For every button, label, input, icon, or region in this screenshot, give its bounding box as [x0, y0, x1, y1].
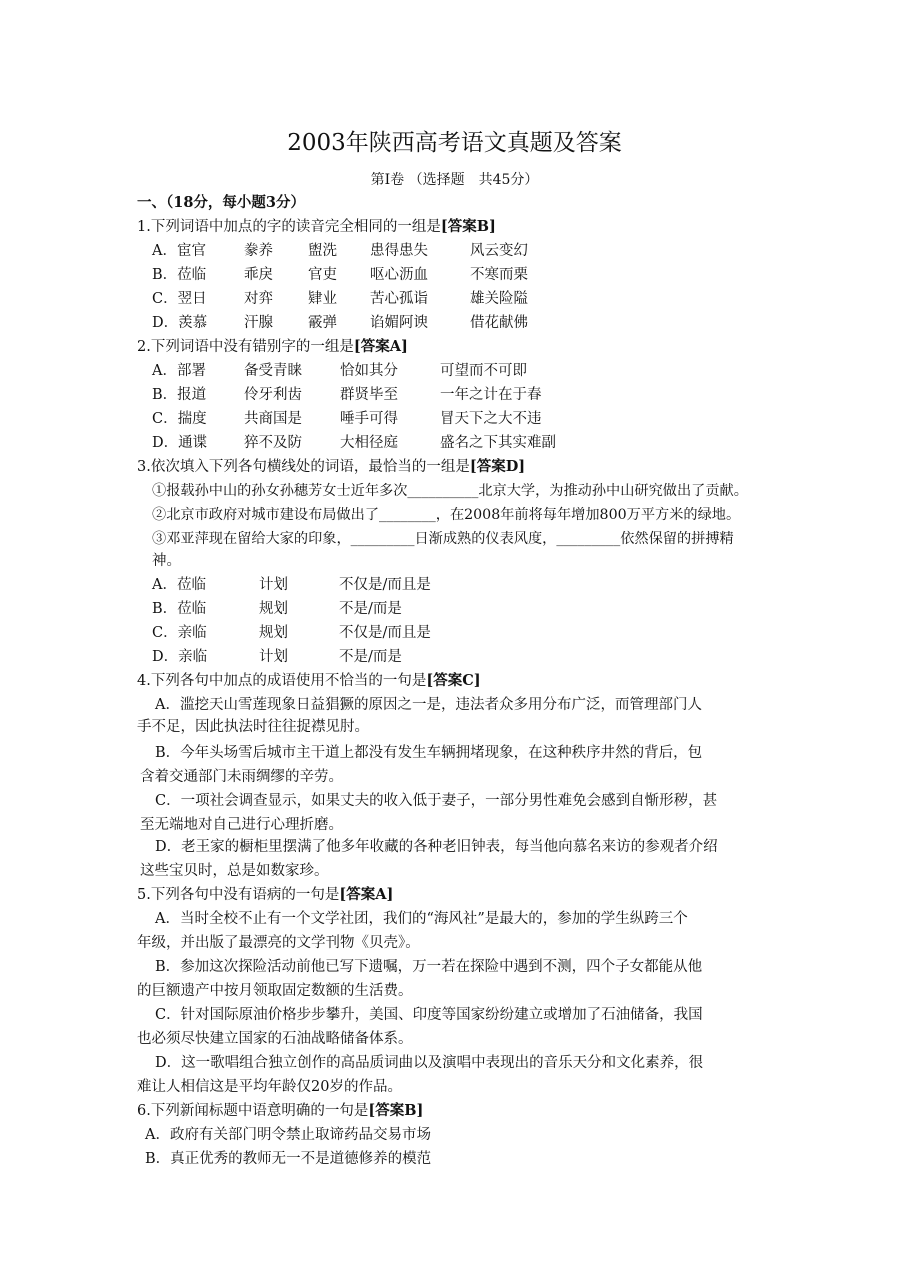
question-3-option-b: B．莅临 规划 不是/而是: [152, 601, 402, 617]
question-1-stem: 1.下列词语中加点的字的读音完全相同的一组是[答案B]: [137, 218, 496, 235]
question-3-option-c: C．亲临 规划 不仅是/而且是: [152, 625, 431, 641]
section-heading: 一、（18分，每小题3分）: [137, 194, 306, 211]
question-5-option-d-cont: 难让人相信这是平均年龄仅20岁的作品。: [137, 1079, 402, 1095]
question-3-stem: 3.依次填入下列各句横线处的词语，最恰当的一组是[答案D]: [137, 458, 526, 475]
question-4-option-b: B．今年头场雪后城市主干道上都没有发生车辆拥堵现象，在这种秩序井然的背后，包: [155, 745, 703, 761]
question-5-stem: 5.下列各句中没有语病的一句是[答案A]: [137, 886, 394, 903]
question-5-option-b-cont: 的巨额遗产中按月领取固定数额的生活费。: [137, 983, 413, 999]
question-2-option-c: C．揣度 共商国是 唾手可得 冒天下之大不违: [152, 411, 542, 427]
question-5-option-b: B．参加这次探险活动前他已写下遗嘱，万一若在探险中遇到不测，四个子女都能从他: [155, 959, 703, 975]
section-subtitle: 第Ⅰ卷 （选择题 共45分）: [370, 172, 539, 188]
question-2-stem: 2.下列词语中没有错别字的一组是[答案A]: [137, 338, 408, 355]
question-4-option-b-cont: 含着交通部门未雨绸缪的辛劳。: [140, 769, 343, 785]
question-3-option-a: A．莅临 计划 不仅是/而且是: [152, 577, 431, 593]
question-1-option-a: A．宦官 豢养 盥洗 患得患失 风云变幻: [152, 243, 528, 259]
question-3-sentence-2: ②北京市政府对城市建设布局做出了________，在2008年前将每年增加800万平方米的绿地。: [152, 507, 741, 523]
answer-label: [答案B]: [440, 218, 496, 235]
question-4-option-a: A．滥挖天山雪莲现象日益猖獗的原因之一是，违法者众多用分布广泛，而管理部门人: [155, 697, 702, 713]
question-5-option-c-cont: 也必须尽快建立国家的石油战略储备体系。: [137, 1031, 413, 1047]
question-4-option-d-cont: 这些宝贝时，总是如数家珍。: [140, 863, 329, 879]
question-6-option-b: B．真正优秀的教师无一不是道德修养的模范: [145, 1151, 432, 1167]
answer-label: [答案B]: [368, 1102, 424, 1119]
question-1-option-c: C．翌日 对弈 肄业 苦心孤诣 雄关险隘: [152, 291, 528, 307]
question-6-stem: 6.下列新闻标题中语意明确的一句是[答案B]: [137, 1102, 424, 1119]
question-5-option-d: D．这一歌唱组合独立创作的高品质词曲以及演唱中表现出的音乐天分和文化素养，很: [155, 1055, 704, 1071]
question-4-option-c: C．一项社会调查显示，如果丈夫的收入低于妻子，一部分男性难免会感到自惭形秽，甚: [155, 793, 718, 809]
question-6-option-a: A．政府有关部门明令禁止取谛药品交易市场: [145, 1127, 431, 1143]
question-5-option-a: A．当时全校不止有一个文学社团，我们的“海风社”是最大的，参加的学生纵跨三个: [155, 911, 688, 927]
question-5-option-c: C．针对国际原油价格步步攀升，美国、印度等国家纷纷建立或增加了石油储备，我国: [155, 1007, 703, 1023]
question-3-option-d: D．亲临 计划 不是/而是: [152, 649, 402, 665]
question-2-option-d: D．通谍 猝不及防 大相径庭 盛名之下其实难副: [152, 435, 556, 451]
question-5-option-a-cont: 年级，并出版了最漂亮的文学刊物《贝壳》。: [137, 935, 420, 951]
question-3-sentence-3-cont: 神。: [152, 553, 181, 569]
question-1-option-d: D．羡慕 汗腺 霰弹 谄媚阿谀 借花献佛: [152, 315, 528, 331]
answer-label: [答案C]: [426, 672, 481, 689]
question-4-option-d: D．老王家的橱柜里摆满了他多年收藏的各种老旧钟表，每当他向慕名来访的参观者介绍: [155, 839, 718, 855]
question-4-stem: 4.下列各句中加点的成语使用不恰当的一句是[答案C]: [137, 672, 481, 689]
question-3-sentence-1: ①报载孙中山的孙女孙穗芳女士近年多次__________北京大学，为推动孙中山研究做出了贡献。: [152, 483, 748, 499]
question-2-option-a: A．部署 备受青睐 恰如其分 可望而不可即: [152, 363, 527, 379]
question-1-option-b: B．莅临 乖戾 官吏 呕心沥血 不寒而栗: [152, 267, 528, 283]
question-4-option-c-cont: 至无端地对自己进行心理折磨。: [140, 817, 343, 833]
page-title: 2003年陕西高考语文真题及答案: [287, 130, 622, 156]
answer-label: [答案A]: [339, 886, 394, 903]
answer-label: [答案D]: [469, 458, 526, 475]
answer-label: [答案A]: [353, 338, 408, 355]
question-4-option-a-cont: 手不足，因此执法时往往捉襟见肘。: [137, 719, 369, 735]
question-2-option-b: B．报道 伶牙利齿 群贤毕至 一年之计在于春: [152, 387, 542, 403]
question-3-sentence-3: ③邓亚萍现在留给大家的印象，_________日渐成熟的仪表风度，_________依然保留的拼搏精: [152, 531, 734, 547]
